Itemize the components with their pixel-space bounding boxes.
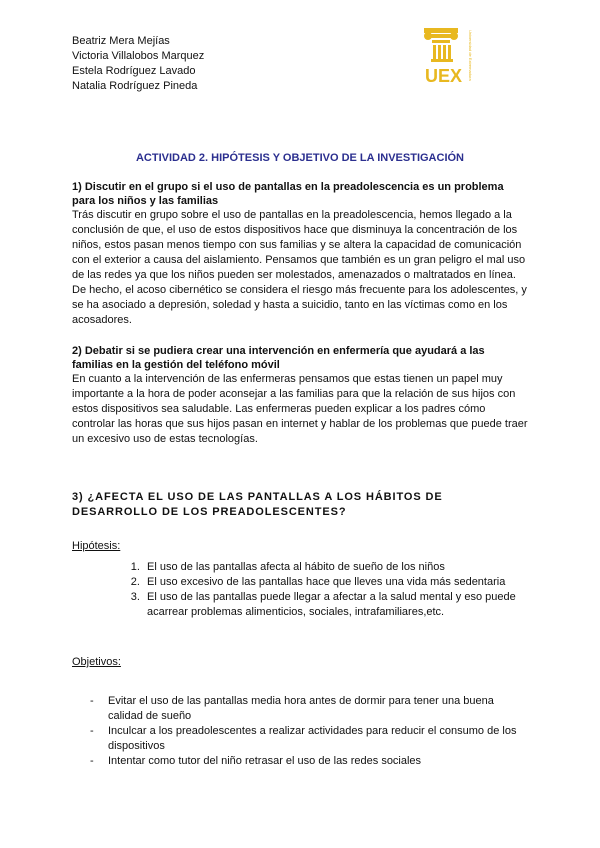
bullet-dash: - xyxy=(90,695,94,707)
list-item: 1. El uso de las pantallas afecta al hábito de sueño de los niños xyxy=(143,560,553,575)
logo-text: UEX xyxy=(425,66,463,86)
objective-text: Intentar como tutor del niño retrasar el uso de las redes sociales xyxy=(108,755,422,767)
objective-text: Evitar el uso de las pantallas media hora antes de dormir para tener una buena calidad de sueño xyxy=(108,695,494,722)
author-name: Natalia Rodríguez Pineda xyxy=(72,80,198,92)
hypothesis-label-wrap xyxy=(72,536,528,554)
objectives-label: Objetivos: xyxy=(72,656,121,668)
section-1 xyxy=(72,180,528,328)
author-name: Victoria Villalobos Marquez xyxy=(72,50,205,62)
logo-side-text: Universidad de Extremadura xyxy=(468,30,473,81)
author-name: Beatriz Mera Mejías xyxy=(72,35,170,47)
list-item xyxy=(90,694,530,724)
section-2-heading: 2) Debatir si se pudiera crear una intervención en enfermería que ayudará a las familias en la gestión del teléfono móvil xyxy=(72,345,485,371)
bullet-dash: - xyxy=(90,755,94,767)
section-2 xyxy=(72,344,528,447)
author-list xyxy=(72,34,204,94)
section-3-heading: 3) ¿AFECTA EL USO DE LAS PANTALLAS A LOS HÁBITOS DE DESARROLLO DE LOS PREADOLESCENTES? xyxy=(72,491,443,518)
list-item xyxy=(90,724,530,754)
list-item xyxy=(90,754,530,769)
objectives-label-wrap xyxy=(72,652,528,670)
hypothesis-label: Hipótesis: xyxy=(72,540,121,552)
section-3 xyxy=(72,490,528,520)
author-name: Estela Rodríguez Lavado xyxy=(72,65,196,77)
university-logo xyxy=(422,26,482,88)
hypothesis-list xyxy=(125,560,553,620)
section-1-heading: 1) Discutir en el grupo si el uso de pantallas en la preadolescencia es un problema para los niños y las familias xyxy=(72,181,504,207)
objective-text: Inculcar a los preadolescentes a realizar actividades para reducir el consumo de los dispositivos xyxy=(108,725,517,752)
objectives-list xyxy=(90,694,530,769)
list-item: 3. El uso de las pantallas puede llegar a afectar a la salud mental y eso puede acarrear problemas alimenticios, sociales, intrafamiliares,etc. xyxy=(143,590,553,620)
document-title: ACTIVIDAD 2. HIPÓTESIS Y OBJETIVO DE LA INVESTIGACIÓN xyxy=(135,152,465,164)
bullet-dash: - xyxy=(90,725,94,737)
section-2-body: En cuanto a la intervención de las enfermeras pensamos que estas tienen un papel muy importante a la hora de poder aconsejar a las familias para que la relación de sus hijos con estos dispositivos sea saludable. Las enfermeras pueden explicar a los padres cómo controlar las horas que sus hijos pasan en internet y hablar de los problemas que puede traer un excesivo uso de estas tecnologías. xyxy=(72,373,528,445)
section-1-body: Trás discutir en grupo sobre el uso de pantallas en la preadolescencia, hemos llegado a la conclusión de que, el uso de estos dispositivos hace que disminuya la concentración de los niños, estos pasan menos tiempo con sus familias y se altera la capacidad de comunicación con el exterior a causa del aislamiento. Pensamos que también es un gran peligro el mal uso de las redes ya que los niños pueden ser molestados, amenazados o maltratados en línea. De hecho, el acoso cibernético se considera el riesgo más frecuente para los adolescentes, y se ha asociado a depresión, soledad y hasta a suicidio, tanto en las víctimas como en los acosadores. xyxy=(72,209,527,326)
list-item: 2. El uso excesivo de las pantallas hace que lleves una vida más sedentaria xyxy=(143,575,553,590)
